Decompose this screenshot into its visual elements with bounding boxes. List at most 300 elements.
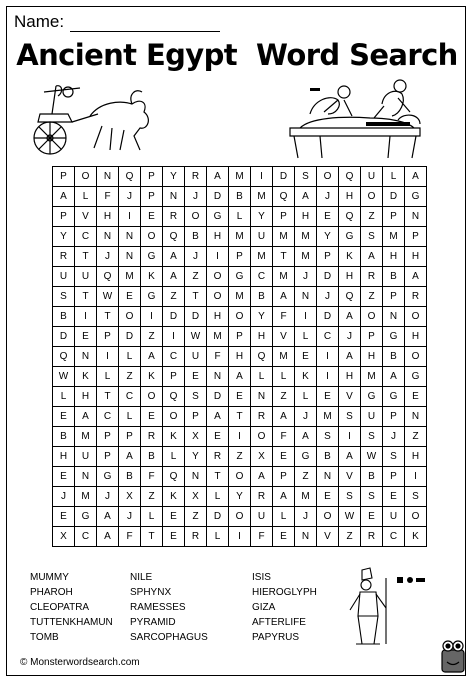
grid-cell[interactable]: F <box>97 187 119 207</box>
grid-cell[interactable]: M <box>317 407 339 427</box>
grid-cell[interactable]: D <box>207 387 229 407</box>
grid-cell[interactable]: E <box>141 407 163 427</box>
grid-cell[interactable]: H <box>405 327 427 347</box>
grid-cell[interactable]: Z <box>229 447 251 467</box>
grid-cell[interactable]: W <box>185 327 207 347</box>
grid-cell[interactable]: N <box>163 187 185 207</box>
grid-cell[interactable]: B <box>141 447 163 467</box>
grid-cell[interactable]: S <box>185 387 207 407</box>
grid-cell[interactable]: I <box>119 207 141 227</box>
grid-cell[interactable]: O <box>207 267 229 287</box>
grid-cell[interactable]: M <box>295 487 317 507</box>
grid-cell[interactable]: Z <box>185 507 207 527</box>
grid-cell[interactable]: R <box>207 447 229 467</box>
grid-cell[interactable]: P <box>229 327 251 347</box>
grid-cell[interactable]: M <box>273 347 295 367</box>
grid-cell[interactable]: R <box>251 487 273 507</box>
grid-cell[interactable]: A <box>295 427 317 447</box>
grid-cell[interactable]: E <box>273 447 295 467</box>
grid-cell[interactable]: L <box>53 387 75 407</box>
grid-cell[interactable]: V <box>273 327 295 347</box>
grid-cell[interactable]: J <box>185 247 207 267</box>
grid-cell[interactable]: I <box>141 307 163 327</box>
grid-cell[interactable]: W <box>361 447 383 467</box>
grid-cell[interactable]: Y <box>229 487 251 507</box>
grid-cell[interactable]: A <box>339 307 361 327</box>
grid-cell[interactable]: M <box>295 227 317 247</box>
grid-cell[interactable]: Y <box>53 227 75 247</box>
grid-cell[interactable]: Z <box>361 207 383 227</box>
grid-cell[interactable]: O <box>229 507 251 527</box>
grid-cell[interactable]: A <box>207 167 229 187</box>
grid-cell[interactable]: D <box>317 307 339 327</box>
grid-cell[interactable]: H <box>251 327 273 347</box>
grid-cell[interactable]: A <box>273 487 295 507</box>
grid-cell[interactable]: G <box>383 387 405 407</box>
grid-cell[interactable]: I <box>229 427 251 447</box>
grid-cell[interactable]: P <box>383 407 405 427</box>
name-line[interactable] <box>70 15 220 32</box>
grid-cell[interactable]: I <box>229 527 251 547</box>
grid-cell[interactable]: O <box>207 287 229 307</box>
grid-cell[interactable]: Z <box>119 367 141 387</box>
grid-cell[interactable]: H <box>405 447 427 467</box>
grid-cell[interactable]: X <box>251 447 273 467</box>
grid-cell[interactable]: M <box>229 167 251 187</box>
grid-cell[interactable]: N <box>317 467 339 487</box>
grid-cell[interactable]: Q <box>97 267 119 287</box>
grid-cell[interactable]: T <box>75 287 97 307</box>
grid-cell[interactable]: M <box>119 267 141 287</box>
grid-cell[interactable]: E <box>383 487 405 507</box>
grid-cell[interactable]: O <box>405 347 427 367</box>
grid-cell[interactable]: F <box>141 467 163 487</box>
grid-cell[interactable]: B <box>185 227 207 247</box>
grid-cell[interactable]: P <box>229 247 251 267</box>
grid-cell[interactable]: S <box>53 287 75 307</box>
grid-cell[interactable]: I <box>75 307 97 327</box>
grid-cell[interactable]: N <box>295 527 317 547</box>
grid-cell[interactable]: A <box>295 187 317 207</box>
grid-cell[interactable]: E <box>163 527 185 547</box>
grid-cell[interactable]: A <box>97 507 119 527</box>
grid-cell[interactable]: R <box>361 527 383 547</box>
grid-cell[interactable]: P <box>185 407 207 427</box>
grid-cell[interactable]: N <box>75 347 97 367</box>
grid-cell[interactable]: W <box>97 287 119 307</box>
grid-cell[interactable]: U <box>75 267 97 287</box>
grid-cell[interactable]: Z <box>141 487 163 507</box>
grid-cell[interactable]: L <box>207 487 229 507</box>
grid-cell[interactable]: Z <box>405 427 427 447</box>
grid-cell[interactable]: Z <box>185 267 207 287</box>
grid-cell[interactable]: O <box>119 307 141 327</box>
grid-cell[interactable]: L <box>119 347 141 367</box>
grid-cell[interactable]: A <box>141 347 163 367</box>
grid-cell[interactable]: O <box>75 167 97 187</box>
grid-cell[interactable]: L <box>383 167 405 187</box>
grid-cell[interactable]: X <box>119 487 141 507</box>
grid-cell[interactable]: S <box>361 427 383 447</box>
grid-cell[interactable]: H <box>207 227 229 247</box>
grid-cell[interactable]: E <box>75 327 97 347</box>
grid-cell[interactable]: G <box>405 367 427 387</box>
grid-cell[interactable]: R <box>53 247 75 267</box>
grid-cell[interactable]: F <box>119 527 141 547</box>
grid-cell[interactable]: E <box>273 527 295 547</box>
grid-cell[interactable]: T <box>185 287 207 307</box>
grid-cell[interactable]: Q <box>339 167 361 187</box>
grid-cell[interactable]: M <box>361 367 383 387</box>
grid-cell[interactable]: N <box>207 367 229 387</box>
grid-cell[interactable]: C <box>97 407 119 427</box>
grid-cell[interactable]: P <box>97 427 119 447</box>
grid-cell[interactable]: E <box>53 507 75 527</box>
grid-cell[interactable]: L <box>295 327 317 347</box>
grid-cell[interactable]: M <box>383 227 405 247</box>
grid-cell[interactable]: I <box>339 427 361 447</box>
grid-cell[interactable]: A <box>97 527 119 547</box>
grid-cell[interactable]: C <box>251 267 273 287</box>
grid-cell[interactable]: X <box>53 527 75 547</box>
grid-cell[interactable]: L <box>97 367 119 387</box>
grid-cell[interactable]: P <box>273 207 295 227</box>
grid-cell[interactable]: Y <box>251 307 273 327</box>
grid-cell[interactable]: E <box>229 387 251 407</box>
grid-cell[interactable]: L <box>119 407 141 427</box>
grid-cell[interactable]: A <box>273 287 295 307</box>
grid-cell[interactable]: M <box>75 427 97 447</box>
grid-cell[interactable]: V <box>317 527 339 547</box>
grid-cell[interactable]: L <box>251 367 273 387</box>
grid-cell[interactable]: A <box>251 467 273 487</box>
grid-cell[interactable]: V <box>75 207 97 227</box>
grid-cell[interactable]: T <box>141 527 163 547</box>
grid-cell[interactable]: A <box>119 447 141 467</box>
grid-cell[interactable]: N <box>97 227 119 247</box>
grid-cell[interactable]: U <box>251 507 273 527</box>
grid-cell[interactable]: I <box>317 367 339 387</box>
grid-cell[interactable]: O <box>141 387 163 407</box>
grid-cell[interactable]: C <box>317 327 339 347</box>
grid-cell[interactable]: Z <box>295 467 317 487</box>
grid-cell[interactable]: O <box>185 207 207 227</box>
grid-cell[interactable]: G <box>295 447 317 467</box>
grid-cell[interactable]: B <box>53 427 75 447</box>
grid-cell[interactable]: J <box>119 187 141 207</box>
grid-cell[interactable]: M <box>251 187 273 207</box>
grid-cell[interactable]: O <box>361 187 383 207</box>
grid-cell[interactable]: P <box>97 327 119 347</box>
grid-cell[interactable]: J <box>97 487 119 507</box>
grid-cell[interactable]: Q <box>53 347 75 367</box>
grid-cell[interactable]: F <box>207 347 229 367</box>
grid-cell[interactable]: Q <box>163 387 185 407</box>
grid-cell[interactable]: L <box>295 387 317 407</box>
grid-cell[interactable]: M <box>251 247 273 267</box>
grid-cell[interactable]: G <box>141 247 163 267</box>
grid-cell[interactable]: K <box>163 427 185 447</box>
grid-cell[interactable]: D <box>273 167 295 187</box>
grid-cell[interactable]: H <box>339 187 361 207</box>
grid-cell[interactable]: W <box>339 507 361 527</box>
grid-cell[interactable]: Z <box>163 287 185 307</box>
grid-cell[interactable]: P <box>383 287 405 307</box>
grid-cell[interactable]: E <box>185 367 207 387</box>
grid-cell[interactable]: O <box>229 467 251 487</box>
grid-cell[interactable]: U <box>75 447 97 467</box>
grid-cell[interactable]: T <box>207 467 229 487</box>
grid-cell[interactable]: N <box>383 307 405 327</box>
grid-cell[interactable]: O <box>251 427 273 447</box>
grid-cell[interactable]: R <box>185 527 207 547</box>
grid-cell[interactable]: C <box>119 387 141 407</box>
grid-cell[interactable]: N <box>251 387 273 407</box>
grid-cell[interactable]: I <box>97 347 119 367</box>
grid-cell[interactable]: M <box>229 287 251 307</box>
grid-cell[interactable]: H <box>383 247 405 267</box>
grid-cell[interactable]: O <box>317 167 339 187</box>
grid-cell[interactable]: S <box>339 487 361 507</box>
grid-cell[interactable]: E <box>317 207 339 227</box>
grid-cell[interactable]: Y <box>251 207 273 227</box>
grid-cell[interactable]: U <box>185 347 207 367</box>
grid-cell[interactable]: G <box>141 287 163 307</box>
grid-cell[interactable]: F <box>251 527 273 547</box>
grid-cell[interactable]: O <box>229 307 251 327</box>
grid-cell[interactable]: R <box>185 167 207 187</box>
grid-cell[interactable]: G <box>75 507 97 527</box>
grid-cell[interactable]: W <box>53 367 75 387</box>
grid-cell[interactable]: K <box>141 367 163 387</box>
grid-cell[interactable]: I <box>251 167 273 187</box>
grid-cell[interactable]: N <box>119 227 141 247</box>
grid-cell[interactable]: L <box>229 207 251 227</box>
grid-cell[interactable]: G <box>383 327 405 347</box>
grid-cell[interactable]: A <box>229 367 251 387</box>
grid-cell[interactable]: Q <box>251 347 273 367</box>
grid-cell[interactable]: T <box>75 247 97 267</box>
grid-cell[interactable]: S <box>339 407 361 427</box>
grid-cell[interactable]: S <box>361 227 383 247</box>
grid-cell[interactable]: B <box>383 267 405 287</box>
grid-cell[interactable]: E <box>119 287 141 307</box>
grid-cell[interactable]: R <box>163 207 185 227</box>
grid-cell[interactable]: R <box>361 267 383 287</box>
grid-cell[interactable]: A <box>207 407 229 427</box>
grid-cell[interactable]: Y <box>185 447 207 467</box>
grid-cell[interactable]: P <box>163 367 185 387</box>
grid-cell[interactable]: J <box>97 247 119 267</box>
grid-cell[interactable]: K <box>75 367 97 387</box>
grid-cell[interactable]: P <box>141 167 163 187</box>
grid-cell[interactable]: E <box>295 347 317 367</box>
grid-cell[interactable]: D <box>317 267 339 287</box>
grid-cell[interactable]: M <box>75 487 97 507</box>
grid-cell[interactable]: C <box>383 527 405 547</box>
grid-cell[interactable]: E <box>141 207 163 227</box>
grid-cell[interactable]: Q <box>163 467 185 487</box>
grid-cell[interactable]: Q <box>339 287 361 307</box>
grid-cell[interactable]: A <box>163 247 185 267</box>
grid-cell[interactable]: M <box>295 247 317 267</box>
grid-cell[interactable]: O <box>405 507 427 527</box>
grid-cell[interactable]: X <box>185 487 207 507</box>
grid-cell[interactable]: N <box>97 167 119 187</box>
grid-cell[interactable]: Z <box>141 327 163 347</box>
grid-cell[interactable]: S <box>317 427 339 447</box>
grid-cell[interactable]: E <box>53 467 75 487</box>
grid-cell[interactable]: H <box>339 267 361 287</box>
grid-cell[interactable]: C <box>75 227 97 247</box>
grid-cell[interactable]: K <box>163 487 185 507</box>
grid-cell[interactable]: T <box>229 407 251 427</box>
grid-cell[interactable]: B <box>251 287 273 307</box>
grid-cell[interactable]: H <box>229 347 251 367</box>
grid-cell[interactable]: Q <box>119 167 141 187</box>
grid-cell[interactable]: H <box>339 367 361 387</box>
grid-cell[interactable]: P <box>97 447 119 467</box>
grid-cell[interactable]: E <box>317 487 339 507</box>
grid-cell[interactable]: E <box>317 387 339 407</box>
grid-cell[interactable]: H <box>295 207 317 227</box>
grid-cell[interactable]: Z <box>339 527 361 547</box>
grid-cell[interactable]: N <box>405 407 427 427</box>
grid-cell[interactable]: M <box>229 227 251 247</box>
grid-cell[interactable]: Q <box>163 227 185 247</box>
grid-cell[interactable]: F <box>273 427 295 447</box>
grid-cell[interactable]: L <box>75 187 97 207</box>
grid-cell[interactable]: O <box>361 307 383 327</box>
grid-cell[interactable]: D <box>207 187 229 207</box>
grid-cell[interactable]: I <box>405 467 427 487</box>
grid-cell[interactable]: P <box>141 187 163 207</box>
grid-cell[interactable]: Z <box>273 387 295 407</box>
grid-cell[interactable]: J <box>317 287 339 307</box>
grid-cell[interactable]: H <box>361 347 383 367</box>
grid-cell[interactable]: C <box>163 347 185 367</box>
grid-cell[interactable]: B <box>119 467 141 487</box>
grid-cell[interactable]: X <box>185 427 207 447</box>
grid-cell[interactable]: F <box>273 307 295 327</box>
grid-cell[interactable]: C <box>75 527 97 547</box>
grid-cell[interactable]: I <box>295 307 317 327</box>
grid-cell[interactable]: E <box>361 507 383 527</box>
grid-cell[interactable]: O <box>163 407 185 427</box>
grid-cell[interactable]: G <box>229 267 251 287</box>
grid-cell[interactable]: A <box>339 447 361 467</box>
grid-cell[interactable]: D <box>383 187 405 207</box>
grid-cell[interactable]: O <box>405 307 427 327</box>
grid-cell[interactable]: A <box>405 167 427 187</box>
grid-cell[interactable]: T <box>273 247 295 267</box>
grid-cell[interactable]: A <box>339 347 361 367</box>
grid-cell[interactable]: J <box>53 487 75 507</box>
grid-cell[interactable]: U <box>251 227 273 247</box>
grid-cell[interactable]: G <box>361 387 383 407</box>
grid-cell[interactable]: N <box>295 287 317 307</box>
grid-cell[interactable]: A <box>273 407 295 427</box>
grid-cell[interactable]: O <box>141 227 163 247</box>
grid-cell[interactable]: B <box>383 347 405 367</box>
grid-cell[interactable]: D <box>207 507 229 527</box>
grid-cell[interactable]: A <box>361 247 383 267</box>
grid-cell[interactable]: R <box>141 427 163 447</box>
grid-cell[interactable]: J <box>185 187 207 207</box>
grid-cell[interactable]: M <box>273 267 295 287</box>
grid-cell[interactable]: P <box>317 247 339 267</box>
grid-cell[interactable]: A <box>75 407 97 427</box>
grid-cell[interactable]: L <box>273 367 295 387</box>
grid-cell[interactable]: L <box>163 447 185 467</box>
grid-cell[interactable]: L <box>141 507 163 527</box>
grid-cell[interactable]: P <box>53 207 75 227</box>
grid-cell[interactable]: J <box>119 507 141 527</box>
grid-cell[interactable]: A <box>53 187 75 207</box>
grid-cell[interactable]: M <box>207 327 229 347</box>
grid-cell[interactable]: A <box>405 267 427 287</box>
grid-cell[interactable]: N <box>405 207 427 227</box>
grid-cell[interactable]: M <box>273 227 295 247</box>
grid-cell[interactable]: B <box>317 447 339 467</box>
grid-cell[interactable]: V <box>339 387 361 407</box>
grid-cell[interactable]: S <box>405 487 427 507</box>
grid-cell[interactable]: J <box>295 407 317 427</box>
grid-cell[interactable]: N <box>119 247 141 267</box>
grid-cell[interactable]: L <box>273 507 295 527</box>
grid-cell[interactable]: A <box>163 267 185 287</box>
grid-cell[interactable]: G <box>339 227 361 247</box>
grid-cell[interactable]: O <box>317 507 339 527</box>
grid-cell[interactable]: K <box>405 527 427 547</box>
grid-cell[interactable]: S <box>361 487 383 507</box>
grid-cell[interactable]: U <box>361 167 383 187</box>
grid-cell[interactable]: R <box>405 287 427 307</box>
grid-cell[interactable]: J <box>383 427 405 447</box>
grid-cell[interactable]: B <box>229 187 251 207</box>
grid-cell[interactable]: L <box>207 527 229 547</box>
grid-cell[interactable]: E <box>405 387 427 407</box>
grid-cell[interactable]: A <box>383 367 405 387</box>
grid-cell[interactable]: H <box>405 247 427 267</box>
grid-cell[interactable]: T <box>97 307 119 327</box>
grid-cell[interactable]: J <box>317 187 339 207</box>
grid-cell[interactable]: Y <box>317 227 339 247</box>
grid-cell[interactable]: D <box>185 307 207 327</box>
grid-cell[interactable]: G <box>405 187 427 207</box>
grid-cell[interactable]: D <box>163 307 185 327</box>
grid-cell[interactable]: Q <box>273 187 295 207</box>
grid-cell[interactable]: N <box>75 467 97 487</box>
grid-cell[interactable]: S <box>295 167 317 187</box>
grid-cell[interactable]: P <box>383 207 405 227</box>
grid-cell[interactable]: D <box>53 327 75 347</box>
grid-cell[interactable]: Y <box>163 167 185 187</box>
grid-cell[interactable]: I <box>207 247 229 267</box>
grid-cell[interactable]: H <box>97 207 119 227</box>
grid-cell[interactable]: U <box>361 407 383 427</box>
grid-cell[interactable]: Z <box>361 287 383 307</box>
grid-cell[interactable]: J <box>295 507 317 527</box>
grid-cell[interactable]: B <box>361 467 383 487</box>
grid-cell[interactable]: P <box>405 227 427 247</box>
grid-cell[interactable]: Q <box>339 207 361 227</box>
grid-cell[interactable]: B <box>53 307 75 327</box>
grid-cell[interactable]: K <box>295 367 317 387</box>
grid-cell[interactable]: P <box>361 327 383 347</box>
grid-cell[interactable]: E <box>53 407 75 427</box>
grid-cell[interactable]: H <box>207 307 229 327</box>
